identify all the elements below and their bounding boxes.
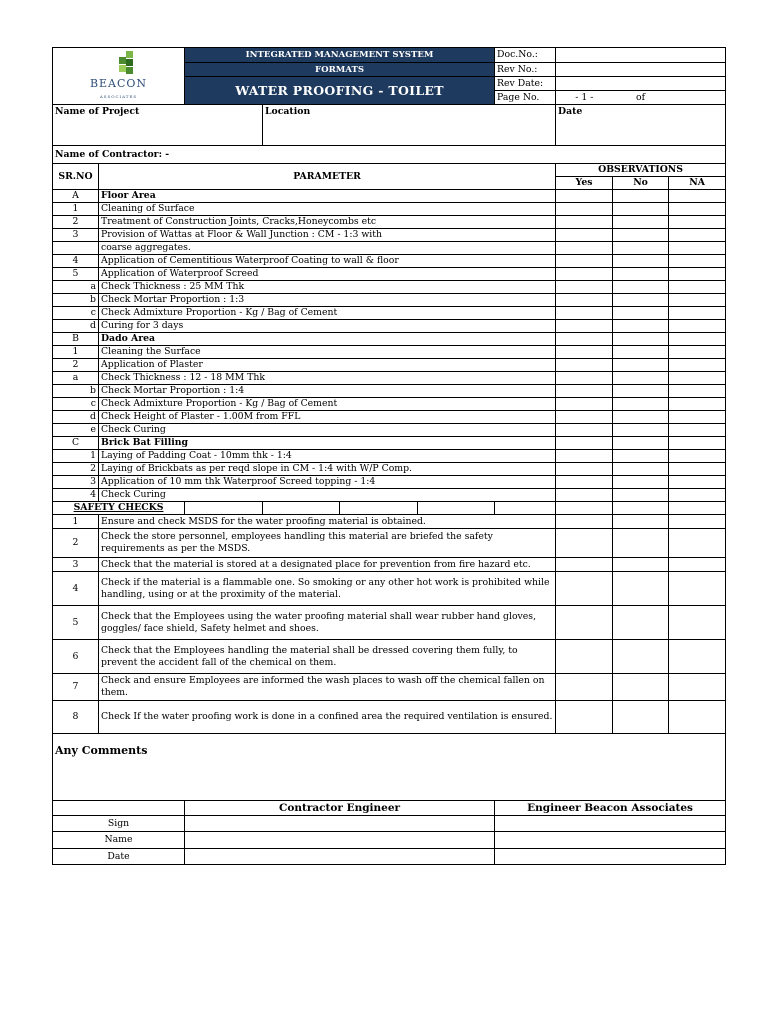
row-srno: 3 <box>53 229 99 242</box>
logo-square <box>119 57 126 64</box>
row-srno: 1 <box>53 203 99 216</box>
checklist-row <box>53 216 726 229</box>
logo-word: BEACON <box>89 77 148 90</box>
obs-yes-cell[interactable] <box>556 294 613 307</box>
obs-na-cell[interactable] <box>669 606 726 640</box>
srno-header: SR.NO <box>53 164 99 190</box>
obs-no-cell[interactable] <box>613 385 669 398</box>
row-srno: 3 <box>53 476 99 489</box>
obs-yes-cell[interactable] <box>556 674 613 701</box>
rev-date-value[interactable] <box>556 77 726 91</box>
obs-no-cell[interactable] <box>613 450 669 463</box>
obs-no-cell[interactable] <box>613 320 669 333</box>
row-parameter: Application of 10 mm thk Waterproof Screed topping - 1:4 <box>99 476 556 489</box>
row-parameter: Check Admixture Proportion - Kg / Bag of Cement <box>99 398 556 411</box>
obs-yes-cell[interactable] <box>556 359 613 372</box>
row-srno: 2 <box>53 216 99 229</box>
doc-no-value[interactable] <box>556 48 726 63</box>
safety-text: Check that the Employees using the water proofing material shall wear rubber hand gloves, goggles/ face shield, Safety helmet and shoes. <box>99 606 556 640</box>
obs-na-cell[interactable] <box>669 489 726 502</box>
checklist-row <box>53 463 726 476</box>
row-srno: 5 <box>53 268 99 281</box>
obs-yes-cell[interactable] <box>556 424 613 437</box>
row-parameter: Check Curing <box>99 424 556 437</box>
location-field[interactable]: Location <box>263 105 556 146</box>
safety-row <box>53 572 726 606</box>
obs-na-cell[interactable] <box>669 476 726 489</box>
obs-yes-cell[interactable] <box>556 190 613 203</box>
row-srno: a <box>53 372 99 385</box>
rev-date-label: Rev Date: <box>495 77 556 91</box>
row-parameter: Application of Plaster <box>99 359 556 372</box>
row-srno: 2 <box>53 359 99 372</box>
checklist-row <box>53 242 726 255</box>
safety-text: Ensure and check MSDS for the water proofing material is obtained. <box>99 515 556 529</box>
checklist-row <box>53 359 726 372</box>
row-parameter: Cleaning of Surface <box>99 203 556 216</box>
row-srno: b <box>53 294 99 307</box>
engineer-name-field[interactable] <box>495 832 726 849</box>
checklist-row <box>53 229 726 242</box>
blank-cell <box>185 502 263 515</box>
row-srno: A <box>53 190 99 203</box>
obs-na-cell[interactable] <box>669 515 726 529</box>
engineer-beacon-header: Engineer Beacon Associates <box>495 801 726 816</box>
date-row-label: Date <box>53 849 185 865</box>
row-parameter: Laying of Brickbats as per reqd slope in CM - 1:4 with W/P Comp. <box>99 463 556 476</box>
obs-no-cell[interactable] <box>613 529 669 558</box>
safety-srno: 2 <box>53 529 99 558</box>
obs-no-cell[interactable] <box>613 437 669 450</box>
obs-no-cell[interactable] <box>613 572 669 606</box>
row-parameter: Check Thickness : 25 MM Thk <box>99 281 556 294</box>
obs-na-cell[interactable] <box>669 450 726 463</box>
obs-yes-cell[interactable] <box>556 450 613 463</box>
safety-row <box>53 606 726 640</box>
inspection-form <box>52 47 725 865</box>
row-parameter: Treatment of Construction Joints, Cracks,Honeycombs etc <box>99 216 556 229</box>
row-parameter: Curing for 3 days <box>99 320 556 333</box>
row-parameter: Check Admixture Proportion - Kg / Bag of Cement <box>99 307 556 320</box>
safety-srno: 3 <box>53 558 99 572</box>
signoff-corner <box>53 801 185 816</box>
row-parameter: Brick Bat Filling <box>99 437 556 450</box>
obs-yes-cell[interactable] <box>556 515 613 529</box>
obs-na-cell[interactable] <box>669 437 726 450</box>
obs-yes-cell[interactable] <box>556 398 613 411</box>
obs-no-cell[interactable] <box>613 359 669 372</box>
obs-yes-cell[interactable] <box>556 372 613 385</box>
obs-yes-cell[interactable] <box>556 476 613 489</box>
obs-no-cell[interactable] <box>613 606 669 640</box>
obs-no-cell[interactable] <box>613 701 669 734</box>
safety-text: Check that the material is stored at a designated place for prevention from fire hazard etc. <box>99 558 556 572</box>
page-of: of <box>613 91 669 105</box>
checklist-row <box>53 476 726 489</box>
obs-yes-cell[interactable] <box>556 255 613 268</box>
obs-na-cell[interactable] <box>669 229 726 242</box>
observations-header: OBSERVATIONS <box>556 164 726 177</box>
logo-square <box>126 67 133 74</box>
obs-yes-cell[interactable] <box>556 346 613 359</box>
row-parameter: Check Mortar Proportion : 1:4 <box>99 385 556 398</box>
row-srno: b <box>53 385 99 398</box>
obs-na-cell[interactable] <box>669 640 726 674</box>
obs-na-cell[interactable] <box>669 255 726 268</box>
row-srno: a <box>53 281 99 294</box>
logo-square <box>119 65 126 72</box>
obs-no-cell[interactable] <box>613 281 669 294</box>
obs-no-cell[interactable] <box>613 476 669 489</box>
checklist-row <box>53 255 726 268</box>
row-parameter: Check Height of Plaster - 1.00M from FFL <box>99 411 556 424</box>
obs-no-cell[interactable] <box>613 307 669 320</box>
checklist-row <box>53 320 726 333</box>
row-parameter: Check Thickness : 12 - 18 MM Thk <box>99 372 556 385</box>
date-field[interactable]: Date <box>556 105 726 146</box>
row-parameter: Floor Area <box>99 190 556 203</box>
obs-no-cell[interactable] <box>613 346 669 359</box>
obs-no-cell[interactable] <box>613 515 669 529</box>
obs-yes-cell[interactable] <box>556 606 613 640</box>
obs-yes-cell[interactable] <box>556 437 613 450</box>
checklist-row <box>53 489 726 502</box>
name-row-label: Name <box>53 832 185 849</box>
checklist-row <box>53 307 726 320</box>
safety-text: Check the store personnel, employees handling this material are briefed the safety requirements as per the MSDS. <box>99 529 556 558</box>
comments-field[interactable]: Any Comments <box>53 734 726 801</box>
page-number: - 1 - <box>556 91 613 105</box>
checklist-row <box>53 372 726 385</box>
checklist-row <box>53 190 726 203</box>
obs-no-cell[interactable] <box>613 216 669 229</box>
contractor-name-field[interactable] <box>185 832 495 849</box>
checklist-row <box>53 268 726 281</box>
obs-na-cell[interactable] <box>669 333 726 346</box>
obs-no-cell[interactable] <box>613 411 669 424</box>
row-parameter: Application of Cementitious Waterproof Coating to wall & floor <box>99 255 556 268</box>
obs-no-cell[interactable] <box>613 294 669 307</box>
obs-yes-cell[interactable] <box>556 558 613 572</box>
obs-na-cell[interactable] <box>669 216 726 229</box>
obs-na-cell[interactable] <box>669 572 726 606</box>
obs-na-cell[interactable] <box>669 701 726 734</box>
yes-header: Yes <box>556 177 613 190</box>
row-srno: C <box>53 437 99 450</box>
obs-na-cell[interactable] <box>669 502 726 515</box>
contractor-field[interactable]: Name of Contractor: - <box>53 146 726 164</box>
row-srno: 2 <box>53 463 99 476</box>
obs-na-cell[interactable] <box>669 411 726 424</box>
obs-na-cell[interactable] <box>669 346 726 359</box>
obs-no-cell[interactable] <box>613 190 669 203</box>
obs-yes-cell[interactable] <box>556 489 613 502</box>
obs-no-cell[interactable] <box>613 558 669 572</box>
obs-yes-cell[interactable] <box>556 463 613 476</box>
safety-row <box>53 558 726 572</box>
safety-srno: 5 <box>53 606 99 640</box>
safety-srno: 6 <box>53 640 99 674</box>
obs-no-cell[interactable] <box>613 242 669 255</box>
checklist-row <box>53 437 726 450</box>
contractor-engineer-header: Contractor Engineer <box>185 801 495 816</box>
blank-cell <box>340 502 418 515</box>
logo-sub: ASSOCIATES <box>99 94 138 99</box>
form-table <box>52 47 726 865</box>
obs-no-cell[interactable] <box>613 333 669 346</box>
row-srno: 4 <box>53 255 99 268</box>
safety-text: Check that the Employees handling the material shall be dressed covering them fully, to prevent the accident fall of the chemical on them. <box>99 640 556 674</box>
logo-square <box>126 59 133 66</box>
obs-yes-cell[interactable] <box>556 385 613 398</box>
obs-no-cell[interactable] <box>613 398 669 411</box>
obs-no-cell[interactable] <box>613 489 669 502</box>
safety-text: Check if the material is a flammable one. So smoking or any other hot work is prohibited while handling, using or at the proximity of the material. <box>99 572 556 606</box>
obs-yes-cell[interactable] <box>556 320 613 333</box>
blank-cell <box>418 502 495 515</box>
safety-srno: 1 <box>53 515 99 529</box>
logo-cell <box>53 48 185 105</box>
obs-na-cell[interactable] <box>669 307 726 320</box>
obs-na-cell[interactable] <box>669 424 726 437</box>
obs-na-cell[interactable] <box>669 558 726 572</box>
logo-square <box>126 51 133 58</box>
obs-no-cell[interactable] <box>613 203 669 216</box>
checklist-row <box>53 424 726 437</box>
obs-na-cell[interactable] <box>669 385 726 398</box>
contractor-sign-field[interactable] <box>185 816 495 832</box>
checklist-row <box>53 385 726 398</box>
engineer-date-field[interactable] <box>495 849 726 865</box>
obs-na-cell[interactable] <box>669 398 726 411</box>
row-parameter: Cleaning the Surface <box>99 346 556 359</box>
row-parameter: Laying of Padding Coat - 10mm thk - 1:4 <box>99 450 556 463</box>
safety-row <box>53 529 726 558</box>
obs-na-cell[interactable] <box>669 281 726 294</box>
obs-na-cell[interactable] <box>669 320 726 333</box>
obs-yes-cell[interactable] <box>556 307 613 320</box>
safety-srno: 7 <box>53 674 99 701</box>
safety-srno: 8 <box>53 701 99 734</box>
obs-na-cell[interactable] <box>669 190 726 203</box>
obs-na-cell[interactable] <box>669 359 726 372</box>
safety-row <box>53 515 726 529</box>
na-header: NA <box>669 177 726 190</box>
checklist-row <box>53 333 726 346</box>
obs-yes-cell[interactable] <box>556 203 613 216</box>
obs-na-cell[interactable] <box>669 242 726 255</box>
row-srno: d <box>53 320 99 333</box>
doc-no-label: Doc.No.: <box>495 48 556 63</box>
row-srno: 1 <box>53 346 99 359</box>
blank-cell <box>263 502 340 515</box>
safety-text: Check If the water proofing work is done in a confined area the required ventilation is ensured. <box>99 701 556 734</box>
parameter-header: PARAMETER <box>99 164 556 190</box>
obs-na-cell[interactable] <box>669 203 726 216</box>
safety-row <box>53 701 726 734</box>
checklist-row <box>53 346 726 359</box>
obs-na-cell[interactable] <box>669 294 726 307</box>
page-no-label: Page No. <box>495 91 556 105</box>
obs-yes-cell[interactable] <box>556 411 613 424</box>
obs-no-cell[interactable] <box>613 229 669 242</box>
obs-yes-cell[interactable] <box>556 333 613 346</box>
obs-yes-cell[interactable] <box>556 701 613 734</box>
obs-yes-cell[interactable] <box>556 229 613 242</box>
row-srno: 4 <box>53 489 99 502</box>
checklist-row <box>53 281 726 294</box>
rev-no-label: Rev No.: <box>495 63 556 77</box>
ims-title: INTEGRATED MANAGEMENT SYSTEM <box>185 48 495 63</box>
formats-title: FORMATS <box>185 63 495 77</box>
obs-yes-cell[interactable] <box>556 268 613 281</box>
checklist-row <box>53 294 726 307</box>
no-header: No <box>613 177 669 190</box>
obs-no-cell[interactable] <box>613 255 669 268</box>
obs-no-cell[interactable] <box>613 268 669 281</box>
obs-yes-cell[interactable] <box>556 640 613 674</box>
checklist-row <box>53 203 726 216</box>
obs-na-cell[interactable] <box>669 529 726 558</box>
obs-yes-cell[interactable] <box>556 502 613 515</box>
obs-yes-cell[interactable] <box>556 242 613 255</box>
row-srno: c <box>53 398 99 411</box>
row-srno: d <box>53 411 99 424</box>
sign-row-label: Sign <box>53 816 185 832</box>
row-parameter: Check Mortar Proportion : 1:3 <box>99 294 556 307</box>
obs-yes-cell[interactable] <box>556 216 613 229</box>
row-srno: 1 <box>53 450 99 463</box>
obs-no-cell[interactable] <box>613 640 669 674</box>
row-srno: c <box>53 307 99 320</box>
obs-yes-cell[interactable] <box>556 281 613 294</box>
obs-na-cell[interactable] <box>669 674 726 701</box>
obs-no-cell[interactable] <box>613 463 669 476</box>
safety-row <box>53 640 726 674</box>
obs-na-cell[interactable] <box>669 372 726 385</box>
safety-row <box>53 674 726 701</box>
obs-no-cell[interactable] <box>613 674 669 701</box>
beacon-logo <box>79 51 159 97</box>
blank-cell <box>495 502 556 515</box>
engineer-sign-field[interactable] <box>495 816 726 832</box>
row-parameter: Provision of Wattas at Floor & Wall Junction : CM - 1:3 with <box>99 229 556 242</box>
safety-srno: 4 <box>53 572 99 606</box>
row-srno: B <box>53 333 99 346</box>
obs-no-cell[interactable] <box>613 502 669 515</box>
row-srno <box>53 242 99 255</box>
obs-yes-cell[interactable] <box>556 572 613 606</box>
rev-no-value[interactable] <box>556 63 726 77</box>
row-parameter: Check Curing <box>99 489 556 502</box>
row-parameter: Dado Area <box>99 333 556 346</box>
obs-na-cell[interactable] <box>669 463 726 476</box>
checklist-row <box>53 450 726 463</box>
form-title: WATER PROOFING - TOILET <box>185 77 495 105</box>
safety-heading: SAFETY CHECKS <box>53 502 185 515</box>
contractor-date-field[interactable] <box>185 849 495 865</box>
checklist-row <box>53 411 726 424</box>
checklist-row <box>53 398 726 411</box>
obs-no-cell[interactable] <box>613 372 669 385</box>
row-parameter: Application of Waterproof Screed <box>99 268 556 281</box>
project-name-field[interactable]: Name of Project <box>53 105 263 146</box>
obs-na-cell[interactable] <box>669 268 726 281</box>
obs-yes-cell[interactable] <box>556 529 613 558</box>
obs-no-cell[interactable] <box>613 424 669 437</box>
row-srno: e <box>53 424 99 437</box>
row-parameter: coarse aggregates. <box>99 242 556 255</box>
safety-text: Check and ensure Employees are informed the wash places to wash off the chemical fallen on them. <box>99 674 556 701</box>
page-total[interactable] <box>669 91 726 105</box>
